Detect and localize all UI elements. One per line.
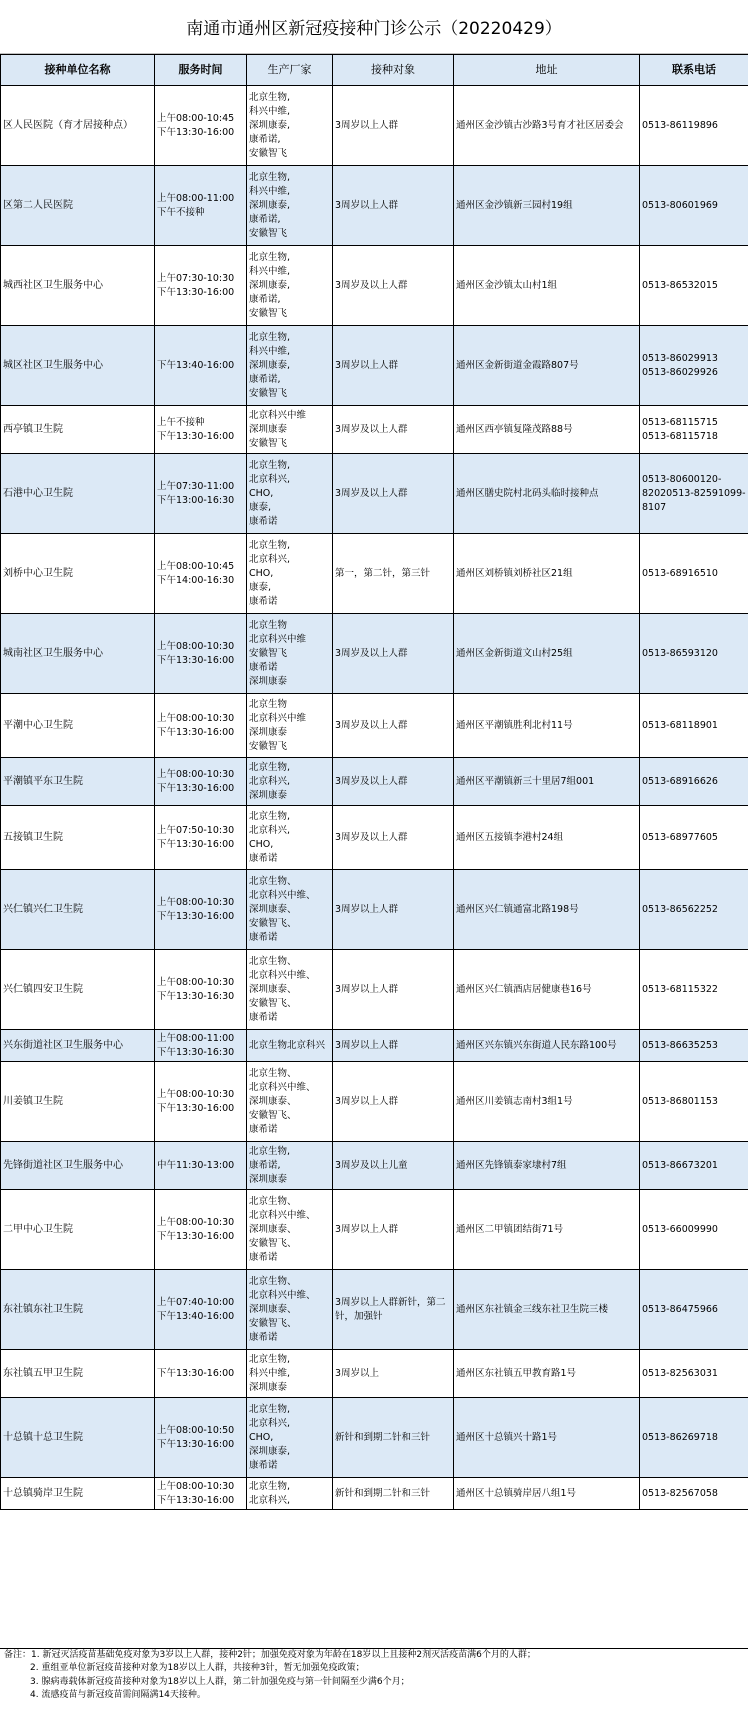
address-cell: 通州区东社镇金三线东社卫生院三楼 bbox=[454, 1270, 640, 1350]
manufacturer-cell: 北京生物、 北京科兴中维、 深圳康泰、 安徽智飞、 康希诺 bbox=[247, 1190, 333, 1270]
note-item: 2. 重组亚单位新冠疫苗接种对象为18岁以上人群，共接种3针，暂无加强免疫政策； bbox=[30, 1663, 365, 1674]
unit-name-cell: 石港中心卫生院 bbox=[1, 454, 155, 534]
manufacturer-cell: 北京生物, 北京科兴, CHO, 康泰, 康希诺 bbox=[247, 534, 333, 614]
service-time-cell: 上午08:00-10:45 下午14:00-16:30 bbox=[155, 534, 247, 614]
header-phone: 联系电话 bbox=[640, 55, 748, 86]
service-time-cell: 中午11:30-13:00 bbox=[155, 1142, 247, 1190]
manufacturer-cell: 北京生物 北京科兴中维 深圳康泰 安徽智飞 bbox=[247, 694, 333, 758]
table-row bbox=[1, 1142, 748, 1190]
service-time-cell: 上午08:00-10:30 下午13:30-16:00 bbox=[155, 694, 247, 758]
target-group-cell: 新针和到期二针和三针 bbox=[333, 1478, 454, 1510]
manufacturer-cell: 北京生物, 北京科兴, CHO, 康泰, 康希诺 bbox=[247, 454, 333, 534]
phone-cell: 0513-82563031 bbox=[640, 1350, 748, 1398]
manufacturer-cell: 北京科兴中维 深圳康泰 安徽智飞 bbox=[247, 406, 333, 454]
note-item: 备注：1. 新冠灭活疫苗基础免疫对象为3岁以上人群，接种2针；加强免疫对象为年龄在18岁以上且接种2剂灭活疫苗满6个月的人群； bbox=[4, 1650, 536, 1660]
unit-name-cell: 平潮中心卫生院 bbox=[1, 694, 155, 758]
phone-cell: 0513-86532015 bbox=[640, 246, 748, 326]
unit-name-cell: 川姜镇卫生院 bbox=[1, 1062, 155, 1142]
table-row bbox=[1, 1270, 748, 1350]
target-group-cell: 3周岁以上人群 bbox=[333, 1190, 454, 1270]
phone-cell: 0513-86269718 bbox=[640, 1398, 748, 1478]
unit-name-cell: 兴仁镇兴仁卫生院 bbox=[1, 870, 155, 950]
table-row bbox=[1, 1350, 748, 1398]
unit-name-cell: 区人民医院（育才居接种点） bbox=[1, 86, 155, 166]
address-cell: 通州区平潮镇胜利北村11号 bbox=[454, 694, 640, 758]
unit-name-cell: 二甲中心卫生院 bbox=[1, 1190, 155, 1270]
service-time-cell: 上午08:00-11:00 下午13:30-16:30 bbox=[155, 1030, 247, 1062]
address-cell: 通州区西亭镇复隆茂路88号 bbox=[454, 406, 640, 454]
phone-cell: 0513-86119896 bbox=[640, 86, 748, 166]
address-cell: 通州区兴仁镇通富北路198号 bbox=[454, 870, 640, 950]
header-service-time: 服务时间 bbox=[155, 55, 247, 86]
service-time-cell: 上午07:30-10:30 下午13:30-16:00 bbox=[155, 246, 247, 326]
address-cell: 通州区十总镇兴十路1号 bbox=[454, 1398, 640, 1478]
table-row bbox=[1, 870, 748, 950]
table-row bbox=[1, 166, 748, 246]
address-cell: 通州区金新街道金霞路807号 bbox=[454, 326, 640, 406]
target-group-cell: 3周岁及以上人群 bbox=[333, 614, 454, 694]
target-group-cell: 3周岁以上人群 bbox=[333, 326, 454, 406]
unit-name-cell: 平潮镇平东卫生院 bbox=[1, 758, 155, 806]
target-group-cell: 3周岁以上人群 bbox=[333, 166, 454, 246]
target-group-cell: 3周岁及以上人群 bbox=[333, 806, 454, 870]
unit-name-cell: 城南社区卫生服务中心 bbox=[1, 614, 155, 694]
target-group-cell: 3周岁以上人群 bbox=[333, 950, 454, 1030]
manufacturer-cell: 北京生物北京科兴 bbox=[247, 1030, 333, 1062]
manufacturer-cell: 北京生物、 北京科兴中维、 深圳康泰、 安徽智飞、 康希诺 bbox=[247, 870, 333, 950]
manufacturer-cell: 北京生物, 北京科兴, bbox=[247, 1478, 333, 1510]
header-manufacturer: 生产厂家 bbox=[247, 55, 333, 86]
table-row bbox=[1, 326, 748, 406]
target-group-cell: 3周岁以上人群 bbox=[333, 86, 454, 166]
target-group-cell: 3周岁及以上儿童 bbox=[333, 1142, 454, 1190]
unit-name-cell: 五接镇卫生院 bbox=[1, 806, 155, 870]
table-row bbox=[1, 1478, 748, 1510]
unit-name-cell: 区第二人民医院 bbox=[1, 166, 155, 246]
header-target-group: 接种对象 bbox=[333, 55, 454, 86]
table-row bbox=[1, 758, 748, 806]
table-body bbox=[1, 86, 748, 1510]
address-cell: 通州区金沙镇新三园村19组 bbox=[454, 166, 640, 246]
manufacturer-cell: 北京生物、 北京科兴中维、 深圳康泰、 安徽智飞、 康希诺 bbox=[247, 1270, 333, 1350]
phone-cell: 0513-66009990 bbox=[640, 1190, 748, 1270]
table-row bbox=[1, 1062, 748, 1142]
table-row bbox=[1, 1030, 748, 1062]
table-row bbox=[1, 694, 748, 758]
target-group-cell: 3周岁及以上人群 bbox=[333, 406, 454, 454]
notes-label: 备注： bbox=[4, 1650, 32, 1660]
service-time-cell: 上午08:00-10:30 下午13:30-16:00 bbox=[155, 1190, 247, 1270]
unit-name-cell: 刘桥中心卫生院 bbox=[1, 534, 155, 614]
service-time-cell: 上午08:00-10:30 下午13:30-16:00 bbox=[155, 870, 247, 950]
clinic-table bbox=[0, 54, 748, 1510]
manufacturer-cell: 北京生物、 北京科兴中维、 深圳康泰、 安徽智飞、 康希诺 bbox=[247, 950, 333, 1030]
address-cell: 通州区金沙镇太山村1组 bbox=[454, 246, 640, 326]
manufacturer-cell: 北京生物, 北京科兴, CHO, 康希诺 bbox=[247, 806, 333, 870]
table-row bbox=[1, 806, 748, 870]
unit-name-cell: 城区社区卫生服务中心 bbox=[1, 326, 155, 406]
target-group-cell: 3周岁及以上人群 bbox=[333, 454, 454, 534]
phone-cell: 0513-80600120- 82020513-82591099- 8107 bbox=[640, 454, 748, 534]
service-time-cell: 上午08:00-10:30 下午13:30-16:00 bbox=[155, 1062, 247, 1142]
manufacturer-cell: 北京生物, 科兴中维, 深圳康泰, 康希诺, 安徽智飞 bbox=[247, 326, 333, 406]
phone-cell: 0513-86673201 bbox=[640, 1142, 748, 1190]
target-group-cell: 3周岁以上人群 bbox=[333, 1062, 454, 1142]
unit-name-cell: 兴东街道社区卫生服务中心 bbox=[1, 1030, 155, 1062]
header-unit-name: 接种单位名称 bbox=[1, 55, 155, 86]
phone-cell: 0513-86801153 bbox=[640, 1062, 748, 1142]
table-row bbox=[1, 950, 748, 1030]
phone-cell: 0513-68118901 bbox=[640, 694, 748, 758]
service-time-cell: 上午07:40-10:00 下午13:40-16:00 bbox=[155, 1270, 247, 1350]
service-time-cell: 上午08:00-10:45 下午13:30-16:00 bbox=[155, 86, 247, 166]
manufacturer-cell: 北京生物, 科兴中维, 深圳康泰, 康希诺, 安徽智飞 bbox=[247, 166, 333, 246]
unit-name-cell: 兴仁镇四安卫生院 bbox=[1, 950, 155, 1030]
manufacturer-cell: 北京生物, 科兴中维, 深圳康泰, 康希诺, 安徽智飞 bbox=[247, 86, 333, 166]
unit-name-cell: 东社镇五甲卫生院 bbox=[1, 1350, 155, 1398]
unit-name-cell: 十总镇十总卫生院 bbox=[1, 1398, 155, 1478]
target-group-cell: 3周岁以上人群 bbox=[333, 870, 454, 950]
manufacturer-cell: 北京生物、 北京科兴中维、 深圳康泰、 安徽智飞、 康希诺 bbox=[247, 1062, 333, 1142]
table-row bbox=[1, 246, 748, 326]
service-time-cell: 上午08:00-11:00 下午不接种 bbox=[155, 166, 247, 246]
phone-cell: 0513-86562252 bbox=[640, 870, 748, 950]
phone-cell: 0513-68916626 bbox=[640, 758, 748, 806]
address-cell: 通州区刘桥镇刘桥社区21组 bbox=[454, 534, 640, 614]
table-header-row bbox=[1, 55, 748, 86]
address-cell: 通州区东社镇五甲教育路1号 bbox=[454, 1350, 640, 1398]
unit-name-cell: 十总镇骑岸卫生院 bbox=[1, 1478, 155, 1510]
target-group-cell: 3周岁及以上人群 bbox=[333, 758, 454, 806]
table-row bbox=[1, 406, 748, 454]
manufacturer-cell: 北京生物, 北京科兴, 深圳康泰 bbox=[247, 758, 333, 806]
address-cell: 通州区平潮镇新三十里居7组001 bbox=[454, 758, 640, 806]
phone-cell: 0513-86635253 bbox=[640, 1030, 748, 1062]
address-cell: 通州区五接镇李港村24组 bbox=[454, 806, 640, 870]
page-title: 南通市通州区新冠疫接种门诊公示（20220429） bbox=[0, 0, 748, 54]
manufacturer-cell: 北京生物, 北京科兴, CHO, 深圳康泰, 康希诺 bbox=[247, 1398, 333, 1478]
note-item: 3. 腺病毒载体新冠疫苗接种对象为18岁以上人群，第二针加强免疫与第一针间隔至少满6个月； bbox=[30, 1676, 410, 1687]
header-address: 地址 bbox=[454, 55, 640, 86]
manufacturer-cell: 北京生物 北京科兴中维 安徽智飞 康希诺 深圳康泰 bbox=[247, 614, 333, 694]
address-cell: 通州区二甲镇团结街71号 bbox=[454, 1190, 640, 1270]
address-cell: 通州区金沙镇古沙路3号育才社区居委会 bbox=[454, 86, 640, 166]
target-group-cell: 新针和到期二针和三针 bbox=[333, 1398, 454, 1478]
table-row bbox=[1, 454, 748, 534]
address-cell: 通州区金新街道文山村25组 bbox=[454, 614, 640, 694]
table-row bbox=[1, 534, 748, 614]
target-group-cell: 3周岁以上 bbox=[333, 1350, 454, 1398]
unit-name-cell: 东社镇东社卫生院 bbox=[1, 1270, 155, 1350]
notes-section bbox=[0, 1648, 748, 1714]
manufacturer-cell: 北京生物, 康希诺, 深圳康泰 bbox=[247, 1142, 333, 1190]
service-time-cell: 下午13:40-16:00 bbox=[155, 326, 247, 406]
unit-name-cell: 城西社区卫生服务中心 bbox=[1, 246, 155, 326]
note-item: 4. 流感疫苗与新冠疫苗需间隔满14天接种。 bbox=[30, 1689, 206, 1700]
manufacturer-cell: 北京生物, 科兴中维, 深圳康泰 bbox=[247, 1350, 333, 1398]
address-cell: 通州区膳史院村北码头临时接种点 bbox=[454, 454, 640, 534]
target-group-cell: 第一，第二针，第三针 bbox=[333, 534, 454, 614]
table-row bbox=[1, 1398, 748, 1478]
unit-name-cell: 西亭镇卫生院 bbox=[1, 406, 155, 454]
manufacturer-cell: 北京生物, 科兴中维, 深圳康泰, 康希诺, 安徽智飞 bbox=[247, 246, 333, 326]
phone-cell: 0513-68977605 bbox=[640, 806, 748, 870]
phone-cell: 0513-86029913 0513-86029926 bbox=[640, 326, 748, 406]
service-time-cell: 上午08:00-10:30 下午13:30-16:00 bbox=[155, 758, 247, 806]
address-cell: 通州区十总镇骑岸居八组1号 bbox=[454, 1478, 640, 1510]
phone-cell: 0513-68115715 0513-68115718 bbox=[640, 406, 748, 454]
service-time-cell: 上午08:00-10:30 下午13:30-16:00 bbox=[155, 614, 247, 694]
address-cell: 通州区兴仁镇酒店居健康巷16号 bbox=[454, 950, 640, 1030]
address-cell: 通州区先锋镇泰家埭村7组 bbox=[454, 1142, 640, 1190]
phone-cell: 0513-68115322 bbox=[640, 950, 748, 1030]
phone-cell: 0513-86475966 bbox=[640, 1270, 748, 1350]
phone-cell: 0513-68916510 bbox=[640, 534, 748, 614]
table-row bbox=[1, 1190, 748, 1270]
service-time-cell: 上午07:30-11:00 下午13:00-16:30 bbox=[155, 454, 247, 534]
target-group-cell: 3周岁以上人群 bbox=[333, 1030, 454, 1062]
service-time-cell: 上午07:50-10:30 下午13:30-16:00 bbox=[155, 806, 247, 870]
service-time-cell: 上午不接种 下午13:30-16:00 bbox=[155, 406, 247, 454]
target-group-cell: 3周岁及以上人群 bbox=[333, 246, 454, 326]
service-time-cell: 上午08:00-10:30 下午13:30-16:30 bbox=[155, 950, 247, 1030]
phone-cell: 0513-82567058 bbox=[640, 1478, 748, 1510]
phone-cell: 0513-86593120 bbox=[640, 614, 748, 694]
target-group-cell: 3周岁及以上人群 bbox=[333, 694, 454, 758]
target-group-cell: 3周岁以上人群新针，第二针，加强针 bbox=[333, 1270, 454, 1350]
unit-name-cell: 先锋街道社区卫生服务中心 bbox=[1, 1142, 155, 1190]
table-row bbox=[1, 614, 748, 694]
address-cell: 通州区川姜镇志南村3组1号 bbox=[454, 1062, 640, 1142]
phone-cell: 0513-80601969 bbox=[640, 166, 748, 246]
address-cell: 通州区兴东镇兴东街道人民东路100号 bbox=[454, 1030, 640, 1062]
service-time-cell: 下午13:30-16:00 bbox=[155, 1350, 247, 1398]
service-time-cell: 上午08:00-10:30 下午13:30-16:00 bbox=[155, 1478, 247, 1510]
table-row bbox=[1, 86, 748, 166]
service-time-cell: 上午08:00-10:50 下午13:30-16:00 bbox=[155, 1398, 247, 1478]
